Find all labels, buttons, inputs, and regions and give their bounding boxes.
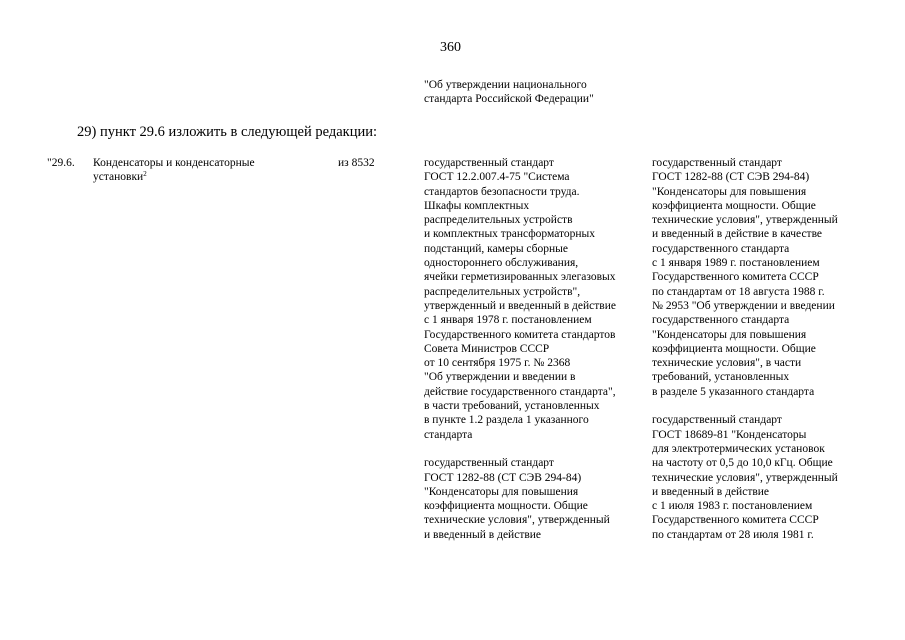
standards-column-1 (424, 156, 616, 542)
standard-reference-line: по стандартам от 18 августа 1988 г. (652, 285, 825, 298)
standard-reference-line: Государственного комитета стандартов (424, 328, 616, 341)
standard-reference-line: с 1 января 1978 г. постановлением (424, 314, 592, 327)
standard-reference-line: для электротермических установок (652, 442, 825, 455)
standard-reference-line: от 10 сентября 1975 г. № 2368 (424, 357, 571, 370)
standard-reference-block (424, 456, 616, 542)
standard-reference-line: коэффициента мощности. Общие (652, 342, 816, 355)
page-number: 360 (440, 40, 461, 55)
intro-line: стандарта Российской Федерации" (424, 93, 594, 106)
standard-reference-line: "Об утверждении и введении в (424, 371, 576, 384)
standard-reference-line: на частоту от 0,5 до 10,0 кГц. Общие (652, 457, 833, 470)
standards-column-2 (652, 156, 838, 542)
standard-reference-line: Государственного комитета СССР (652, 271, 819, 284)
standard-reference-line: и введенный в действие (424, 528, 542, 541)
standard-reference-line: по стандартам от 28 июля 1981 г. (652, 528, 814, 541)
standard-reference-line: с 1 января 1989 г. постановлением (652, 257, 820, 270)
standard-reference-line: распределительных устройств (424, 214, 573, 227)
standard-reference-line: одностороннего обслуживания, (424, 257, 579, 270)
standard-reference-line: Совета Министров СССР (424, 342, 550, 355)
product-name (93, 156, 255, 185)
standard-reference-line: государственного стандарта (652, 242, 790, 255)
standard-reference-line: технические условия", утвержденный (652, 471, 838, 484)
standard-reference-line: технические условия", в части (652, 357, 802, 370)
standard-reference-line: и введенный в действие (652, 485, 770, 498)
standard-reference-line: коэффициента мощности. Общие (652, 199, 816, 212)
standard-reference-line: и введенный в действие в качестве (652, 228, 823, 241)
standard-reference-line: технические условия", утвержденный (652, 214, 838, 227)
standard-reference-line: технические условия", утвержденный (424, 514, 610, 527)
product-name-line: Конденсаторы и конденсаторные (93, 157, 255, 169)
standard-reference-line: государственный стандарт (652, 157, 782, 169)
tnved-code: из 8532 (338, 157, 375, 169)
standard-reference-line: подстанций, камеры сборные (424, 242, 568, 255)
standard-reference-block (652, 413, 838, 542)
standard-reference-line: "Конденсаторы для повышения (652, 328, 807, 341)
standard-reference-line: ячейки герметизированных элегазовых (424, 271, 616, 284)
standard-reference-line: Шкафы комплектных (424, 199, 530, 212)
standard-reference-block (424, 156, 616, 442)
standard-reference-line: государственного стандарта (652, 314, 790, 327)
standard-reference-line: распределительных устройств", (424, 285, 581, 298)
intro-text (424, 78, 594, 107)
standard-reference-line: стандарта (424, 428, 473, 441)
standard-reference-line: ГОСТ 1282-88 (СТ СЭВ 294-84) (652, 171, 810, 184)
standard-reference-line: государственный стандарт (424, 457, 554, 470)
footnote-ref: 2 (143, 170, 147, 179)
standard-reference-line: коэффициента мощности. Общие (424, 500, 588, 513)
standard-reference-line: в пункте 1.2 раздела 1 указанного (424, 414, 589, 427)
standard-reference-line: ГОСТ 12.2.007.4-75 "Система (424, 171, 570, 184)
standard-reference-line: "Конденсаторы для повышения (424, 485, 579, 498)
standard-reference-line: с 1 июля 1983 г. постановлением (652, 500, 813, 513)
standard-reference-line: Государственного комитета СССР (652, 514, 819, 527)
standard-reference-line: утвержденный и введенный в действие (424, 299, 616, 312)
standard-reference-line: № 2953 "Об утверждении и введении (652, 299, 835, 312)
standard-reference-line: требований, установленных (652, 371, 790, 384)
standard-reference-line: ГОСТ 18689-81 "Конденсаторы (652, 428, 807, 441)
standard-reference-line: в части требований, установленных (424, 400, 600, 413)
intro-line: "Об утверждении национального (424, 79, 587, 91)
standard-reference-line: стандартов безопасности труда. (424, 185, 580, 198)
standard-reference-line: "Конденсаторы для повышения (652, 185, 807, 198)
product-name-text: установки (93, 171, 144, 184)
standard-reference-line: и комплектных трансформаторных (424, 228, 596, 241)
product-name-line (93, 170, 255, 184)
standard-reference-block (652, 156, 838, 399)
standard-reference-line: действие государственного стандарта", (424, 385, 616, 398)
clause-number: "29.6. (47, 157, 75, 169)
standard-reference-line: государственный стандарт (424, 157, 554, 169)
standard-reference-line: государственный стандарт (652, 414, 782, 427)
amendment-heading: 29) пункт 29.6 изложить в следующей редакции: (77, 124, 377, 140)
standard-reference-line: в разделе 5 указанного стандарта (652, 385, 815, 398)
standard-reference-line: ГОСТ 1282-88 (СТ СЭВ 294-84) (424, 471, 582, 484)
